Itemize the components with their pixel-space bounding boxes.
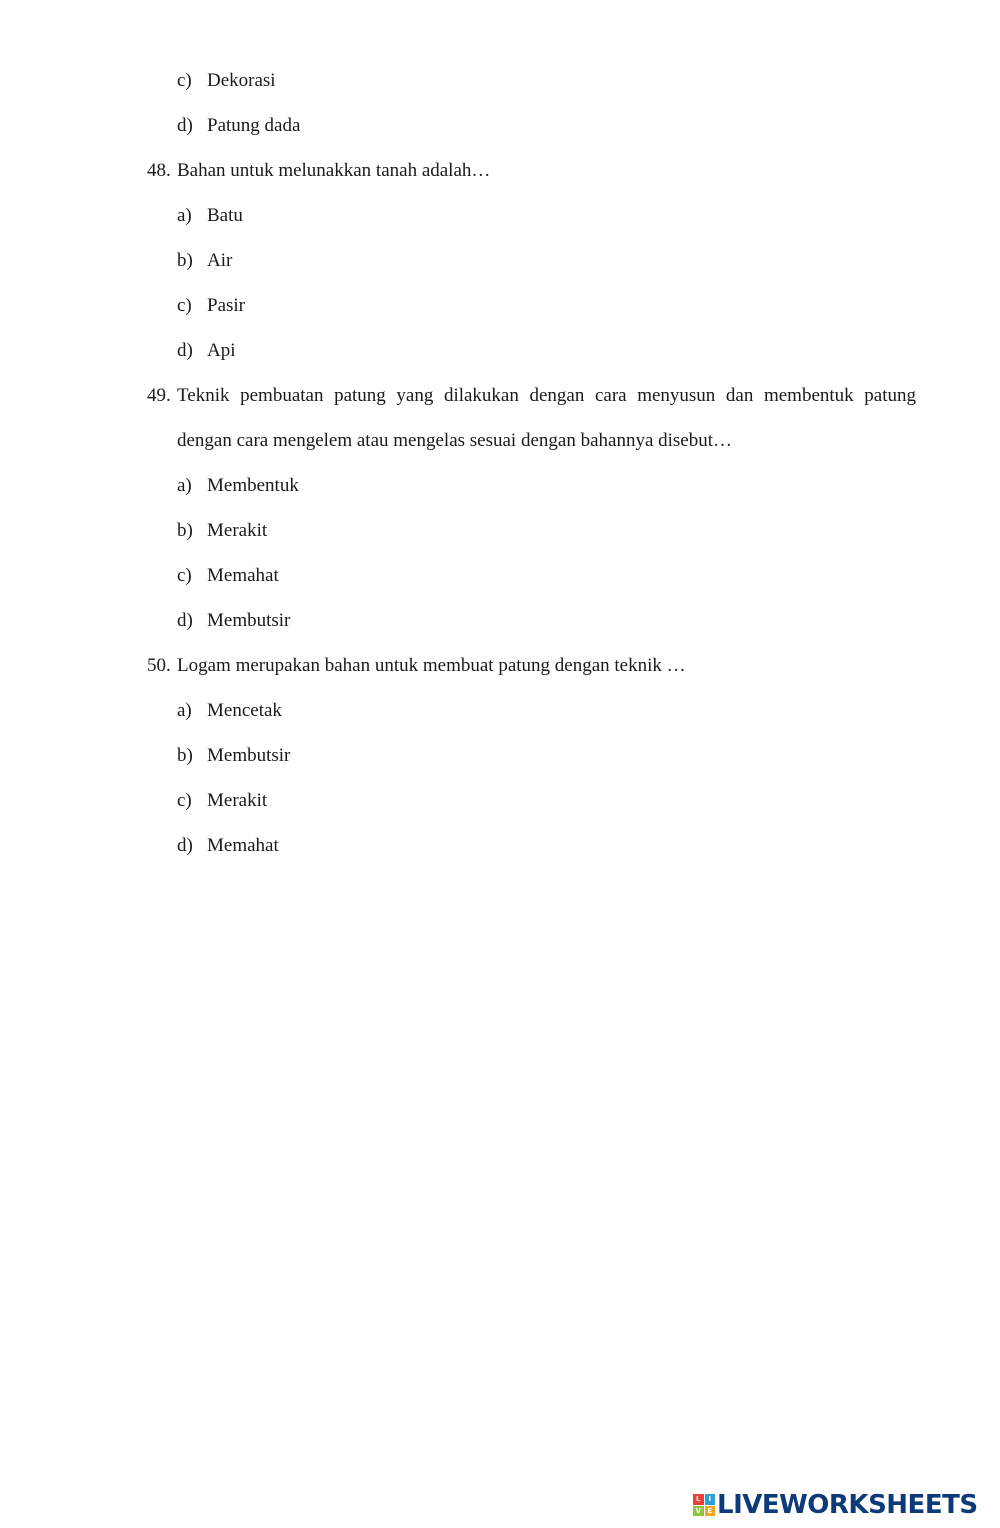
logo-tile-v: V <box>693 1506 704 1517</box>
question-number: 48. <box>147 160 171 181</box>
option-letter: c) <box>177 790 192 811</box>
option-letter: c) <box>177 295 192 316</box>
option-letter: b) <box>177 745 193 766</box>
option-letter: c) <box>177 70 192 91</box>
option-text: Air <box>207 250 233 271</box>
question-number: 50. <box>147 655 171 676</box>
option-text: Memahat <box>207 835 279 856</box>
option-text: Patung dada <box>207 115 301 136</box>
question-number: 49. <box>147 385 171 406</box>
option-text: Membutsir <box>207 745 291 766</box>
question-49 <box>147 384 916 408</box>
option-text: Mencetak <box>207 700 282 721</box>
question-text-line2: dengan cara mengelem atau mengelas sesuai dengan bahannya disebut… <box>177 430 733 451</box>
liveworksheets-logo-icon <box>693 1494 715 1516</box>
logo-tile-l: L <box>693 1494 704 1505</box>
option-letter: d) <box>177 340 193 361</box>
option-text: Membutsir <box>207 610 291 631</box>
option-letter: d) <box>177 835 193 856</box>
option-text: Merakit <box>207 520 268 541</box>
liveworksheets-watermark <box>693 1490 978 1520</box>
option-letter: b) <box>177 520 193 541</box>
logo-tile-i: I <box>705 1494 716 1505</box>
option-letter: a) <box>177 205 192 226</box>
option-text: Batu <box>207 205 243 226</box>
option-text: Pasir <box>207 295 245 316</box>
logo-tile-e: E <box>705 1506 716 1517</box>
option-text: Api <box>207 340 236 361</box>
question-text: Bahan untuk melunakkan tanah adalah… <box>177 160 491 181</box>
option-letter: b) <box>177 250 193 271</box>
question-text: Logam merupakan bahan untuk membuat patung dengan teknik … <box>177 655 686 676</box>
option-text: Merakit <box>207 790 268 811</box>
option-letter: d) <box>177 610 193 631</box>
option-text: Dekorasi <box>207 70 276 91</box>
option-text: Memahat <box>207 565 279 586</box>
brand-name: LIVEWORKSHEETS <box>717 1490 978 1520</box>
option-letter: c) <box>177 565 192 586</box>
question-49-line2 <box>177 429 732 453</box>
option-text: Membentuk <box>207 475 299 496</box>
option-letter: a) <box>177 475 192 496</box>
option-letter: d) <box>177 115 193 136</box>
option-letter: a) <box>177 700 192 721</box>
question-text-line1: Teknik pembuatan patung yang dilakukan dengan cara menyusun dan membentuk patung <box>177 385 916 406</box>
